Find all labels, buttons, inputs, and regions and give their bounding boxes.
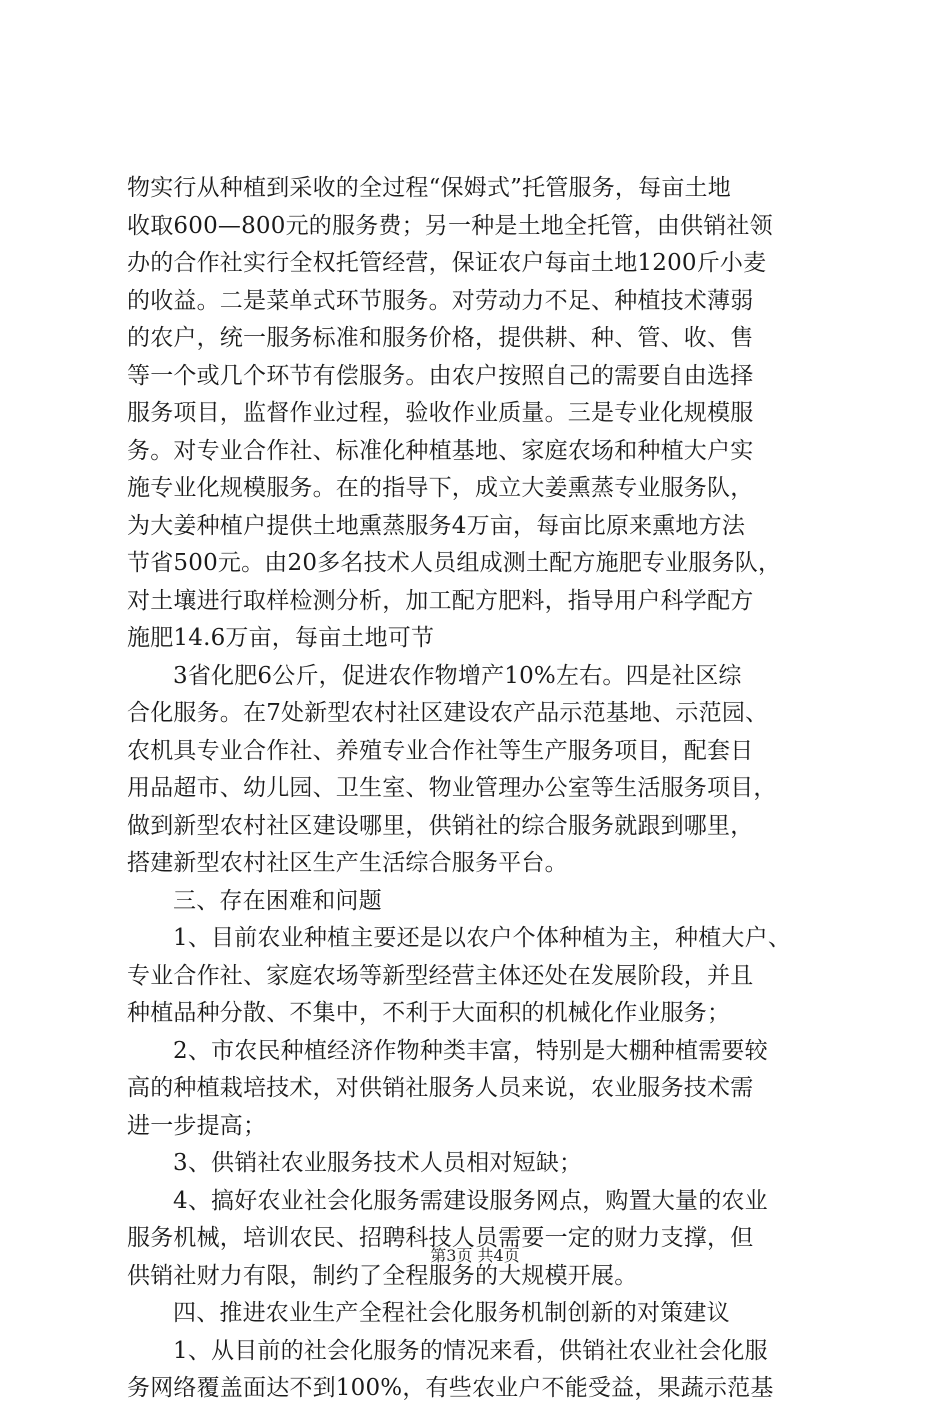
text-line: 农机具专业合作社、养殖专业合作社等生产服务项目，配套日 [127,737,754,764]
text-line: 进一步提高； [127,1112,267,1139]
text-line: 做到新型农村社区建设哪里，供销社的综合服务就跟到哪里， [127,812,754,839]
text-line: 节省500元。由20多名技术人员组成测土配方施肥专业服务队， [127,550,782,576]
text-line: 四、推进农业生产全程社会化服务机制创新的对策建议 [173,1300,730,1326]
text-line: 物实行从种植到采收的全过程“保姆式”托管服务，每亩土地 [127,175,731,201]
text-line: 供销社财力有限，制约了全程服务的大规模开展。 [127,1262,638,1289]
text-line: 2、市农民种植经济作物种类丰富，特别是大棚种植需要较 [173,1037,768,1064]
text-line: 4、搞好农业社会化服务需建设服务网点，购置大量的农业 [173,1187,768,1214]
document-body [127,170,833,1408]
text-line: 高的种植栽培技术，对供销社服务人员来说，农业服务技术需 [127,1075,754,1101]
text-line: 1、目前农业种植主要还是以农户个体种植为主，种植大户、 [173,925,792,951]
text-line: 服务机械，培训农民、招聘科技人员需要一定的财力支撑，但 [127,1225,754,1251]
text-line: 等一个或几个环节有偿服务。由农户按照自己的需要自由选择 [127,362,754,389]
text-line: 施肥14.6万亩，每亩土地可节 [127,625,435,651]
text-line: 合化服务。在7处新型农村社区建设农产品示范基地、示范园、 [127,700,769,726]
text-line: 的收益。二是菜单式环节服务。对劳动力不足、种植技术薄弱 [127,287,754,314]
text-line: 对土壤进行取样检测分析，加工配方肥料，指导用户科学配方 [127,587,754,614]
text-line: 务。对专业合作社、标准化种植基地、家庭农场和种植大户实 [127,437,754,464]
text-line: 3省化肥6公斤，促进农作物增产10%左右。四是社区综 [173,662,742,689]
text-line: 为大姜种植户提供土地熏蒸服务4万亩，每亩比原来熏地方法 [127,512,746,539]
text-line: 收取600—800元的服务费；另一种是土地全托管，由供销社领 [127,212,773,239]
text-line: 三、存在困难和问题 [173,887,382,914]
text-line: 施专业化规模服务。在的指导下，成立大姜熏蒸专业服务队， [127,475,754,501]
text-line: 3、供销社农业服务技术人员相对短缺； [173,1150,583,1176]
text-line: 的农户，统一服务标准和服务价格，提供耕、种、管、收、售 [127,325,754,351]
text-line: 专业合作社、家庭农场等新型经营主体还处在发展阶段，并且 [127,962,754,989]
text-line: 务网络覆盖面达不到100%，有些农业户不能受益，果蔬示范基 [127,1375,774,1401]
text-line: 服务项目，监督作业过程，验收作业质量。三是专业化规模服 [127,400,754,426]
page-footer: 第3页 共4页 [430,1246,520,1265]
text-line: 搭建新型农村社区生产生活综合服务平台。 [127,850,568,876]
text-line: 种植品种分散、不集中，不利于大面积的机械化作业服务； [127,1000,731,1026]
text-line: 用品超市、幼儿园、卫生室、物业管理办公室等生活服务项目， [127,775,777,801]
text-line: 1、从目前的社会化服务的情况来看，供销社农业社会化服 [173,1337,768,1364]
text-line: 办的合作社实行全权托管经营，保证农户每亩土地1200斤小麦 [127,250,767,276]
